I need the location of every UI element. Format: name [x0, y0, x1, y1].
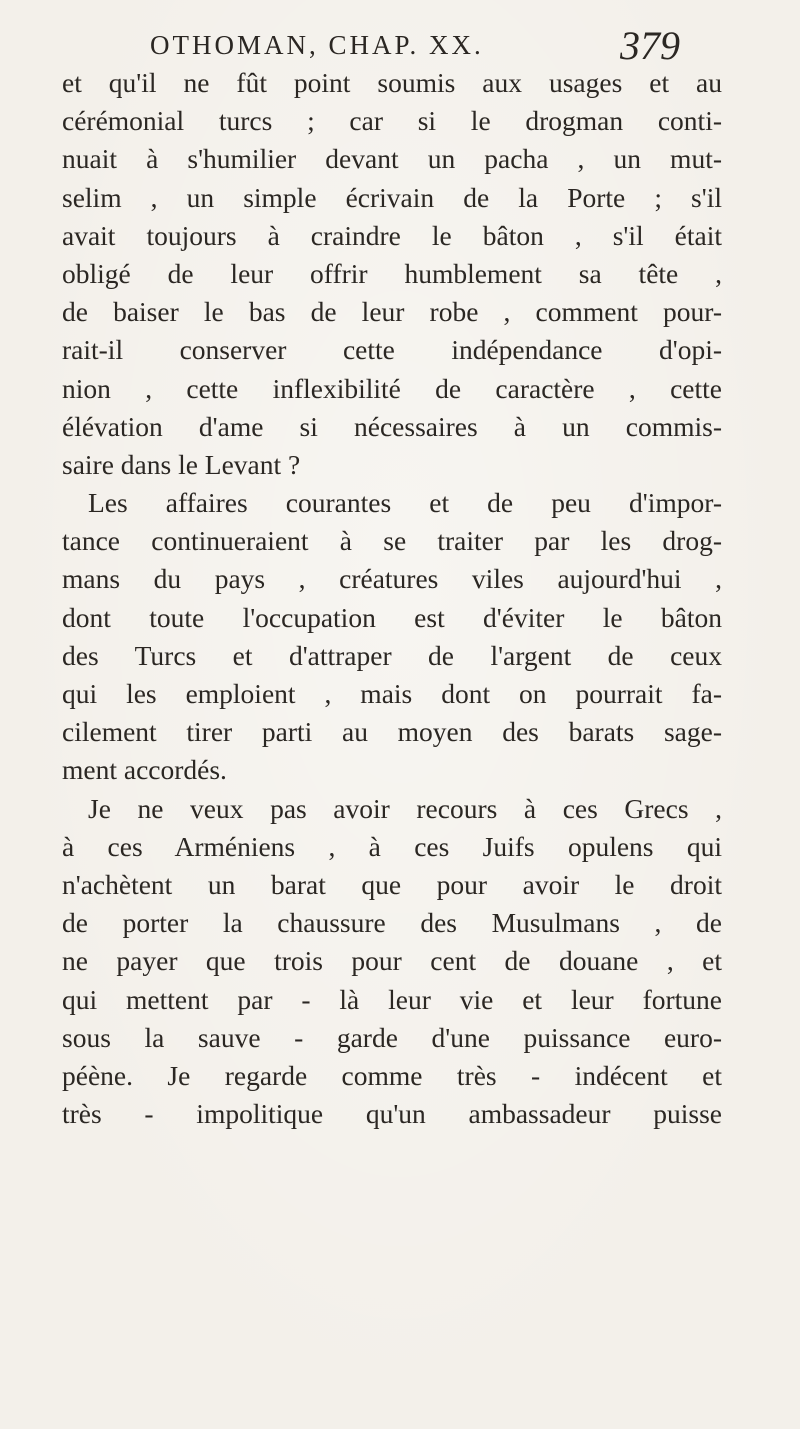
text-line: obligé de leur offrir humblement sa tête ,: [62, 257, 722, 289]
text-line: rait-il conserver cette indépendance d'opi-: [62, 334, 722, 366]
text-line: cérémonial turcs ; car si le drogman conti-: [62, 105, 722, 137]
text-line: et qu'il ne fût point soumis aux usages et au: [62, 67, 722, 98]
text-line: dont toute l'occupation est d'éviter le bâton: [62, 601, 722, 633]
text-line: des Turcs et d'attraper de l'argent de ceux: [62, 639, 722, 671]
text-line: tance continueraient à se traiter par les drog-: [62, 525, 722, 557]
page-number: 379: [620, 23, 680, 68]
text-line: qui les emploient , mais dont on pourrait fa-: [62, 678, 722, 709]
text-line: très - impolitique qu'un ambassadeur puisse: [62, 1098, 722, 1130]
text-line: saire dans le Levant ?: [62, 448, 301, 480]
text-line: de baiser le bas de leur robe , comment pour-: [62, 296, 722, 328]
running-head-title: OTHOMAN, CHAP. XX.: [150, 30, 484, 60]
body-text: [62, 64, 722, 1133]
text-line: Les affaires courantes et de peu d'impor-: [88, 487, 722, 519]
text-line: élévation d'ame si nécessaires à un commis-: [62, 410, 722, 442]
text-line: nuait à s'humilier devant un pacha , un mut-: [62, 143, 722, 175]
text-line: nion , cette inflexibilité de caractère , cette: [62, 372, 722, 404]
text-line: qui mettent par - là leur vie et leur fortune: [62, 983, 722, 1015]
text-line: à ces Arméniens , à ces Juifs opulens qui: [62, 830, 722, 862]
text-line: cilement tirer parti au moyen des barats sage-: [62, 716, 722, 748]
text-line: Je ne veux pas avoir recours à ces Grecs ,: [88, 792, 722, 824]
text-line: n'achètent un barat que pour avoir le droit: [62, 868, 722, 900]
text-line: ne payer que trois pour cent de douane , et: [62, 945, 722, 977]
text-line: mans du pays , créatures viles aujourd'hui ,: [62, 563, 722, 595]
text-line: péène. Je regarde comme très - indécent et: [62, 1059, 722, 1091]
text-line: ment accordés.: [62, 754, 227, 786]
text-line: avait toujours à craindre le bâton , s'il était: [62, 219, 722, 251]
text-line: sous la sauve - garde d'une puissance euro-: [62, 1021, 722, 1053]
text-line: selim , un simple écrivain de la Porte ; s'il: [62, 181, 722, 213]
text-line: de porter la chaussure des Musulmans , de: [62, 907, 722, 939]
